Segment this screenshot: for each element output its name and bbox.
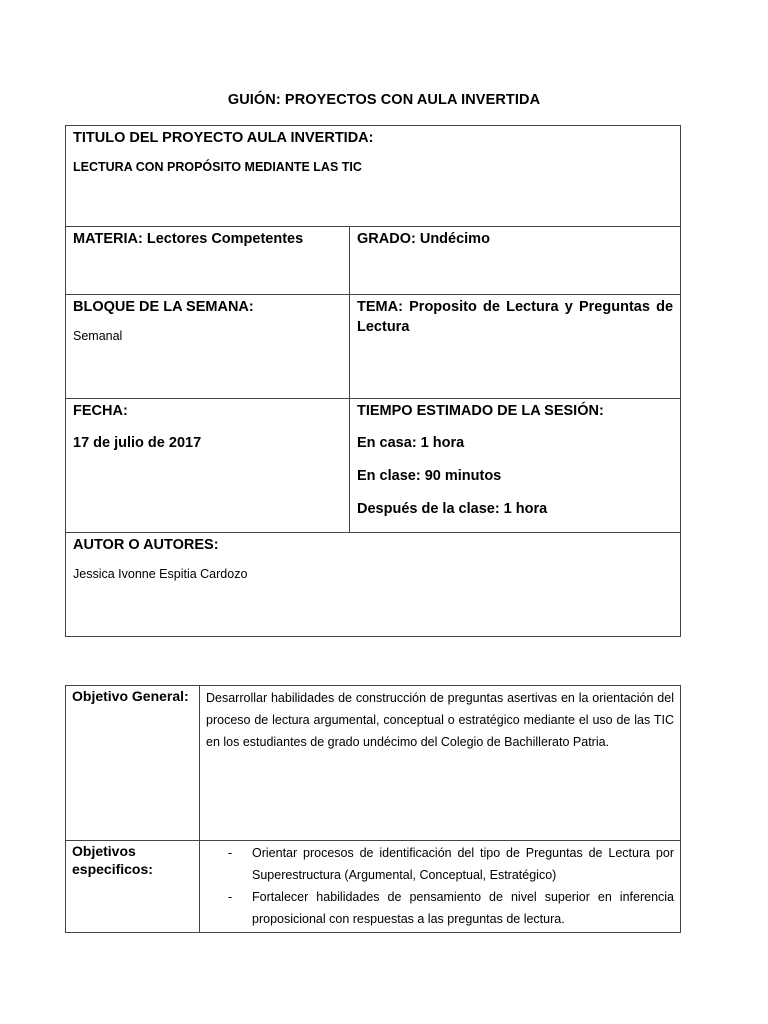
autor-cell: [66, 533, 681, 637]
tiempo-label: TIEMPO ESTIMADO DE LA SESIÓN:: [357, 403, 604, 419]
bloque-cell: [66, 295, 350, 399]
fecha-label: FECHA:: [73, 403, 128, 419]
fecha-value: 17 de julio de 2017: [73, 435, 202, 451]
tema-line: [357, 297, 673, 337]
objetivos-especificos-cell: [200, 841, 681, 933]
materia-cell: [66, 227, 350, 295]
autor-label: AUTOR O AUTORES:: [73, 537, 219, 553]
bloque-value: Semanal: [73, 329, 123, 343]
objetivos-especificos-label: Objetivos especificos:: [66, 841, 200, 933]
autor-value: Jessica Ivonne Espitia Cardozo: [73, 567, 248, 581]
document-title: GUIÓN: PROYECTOS CON AULA INVERTIDA: [227, 92, 541, 108]
materia-value: Lectores Competentes: [146, 231, 304, 247]
materia-label: MATERIA:: [73, 231, 143, 247]
project-info-table: [65, 125, 681, 637]
objetivos-especificos-list: [206, 842, 674, 930]
materia-line: [73, 229, 342, 249]
grado-line: [357, 229, 673, 249]
tiempo-cell: [350, 399, 681, 533]
tiempo-despues: Después de la clase: 1 hora: [357, 501, 548, 517]
fecha-cell: [66, 399, 350, 533]
objectives-table: [65, 685, 681, 933]
objetivo-general-label: Objetivo General:: [66, 686, 200, 841]
project-title-cell: [66, 126, 681, 227]
project-title-label: TITULO DEL PROYECTO AULA INVERTIDA:: [73, 130, 374, 146]
tiempo-en-casa: En casa: 1 hora: [357, 435, 465, 451]
grado-value: Undécimo: [419, 231, 490, 247]
tema-cell: [350, 295, 681, 399]
list-item: - Fortalecer habilidades de pensamiento de nivel superior en inferencia proposicional con respuestas a las preguntas de lectura.: [206, 886, 674, 930]
tiempo-en-clase: En clase: 90 minutos: [357, 468, 502, 484]
bloque-label: BLOQUE DE LA SEMANA:: [73, 299, 254, 315]
objetivo-general-text: Desarrollar habilidades de construcción de preguntas asertivas en la orientación del proceso de lectura argumental, conceptual o estratégico mediante el uso de las TIC en los estudiantes de grado undécimo del Colegio de Bachillerato Patria.: [200, 686, 681, 841]
project-title-value: LECTURA CON PROPÓSITO MEDIANTE LAS TIC: [73, 160, 362, 174]
grado-cell: [350, 227, 681, 295]
list-item: - Orientar procesos de identificación del tipo de Preguntas de Lectura por Superestructura (Argumental, Conceptual, Estratégico): [206, 842, 674, 886]
tema-label: TEMA:: [357, 299, 403, 315]
tema-value: Proposito de Lectura y Preguntas de Lectura: [357, 299, 674, 335]
grado-label: GRADO:: [357, 231, 416, 247]
